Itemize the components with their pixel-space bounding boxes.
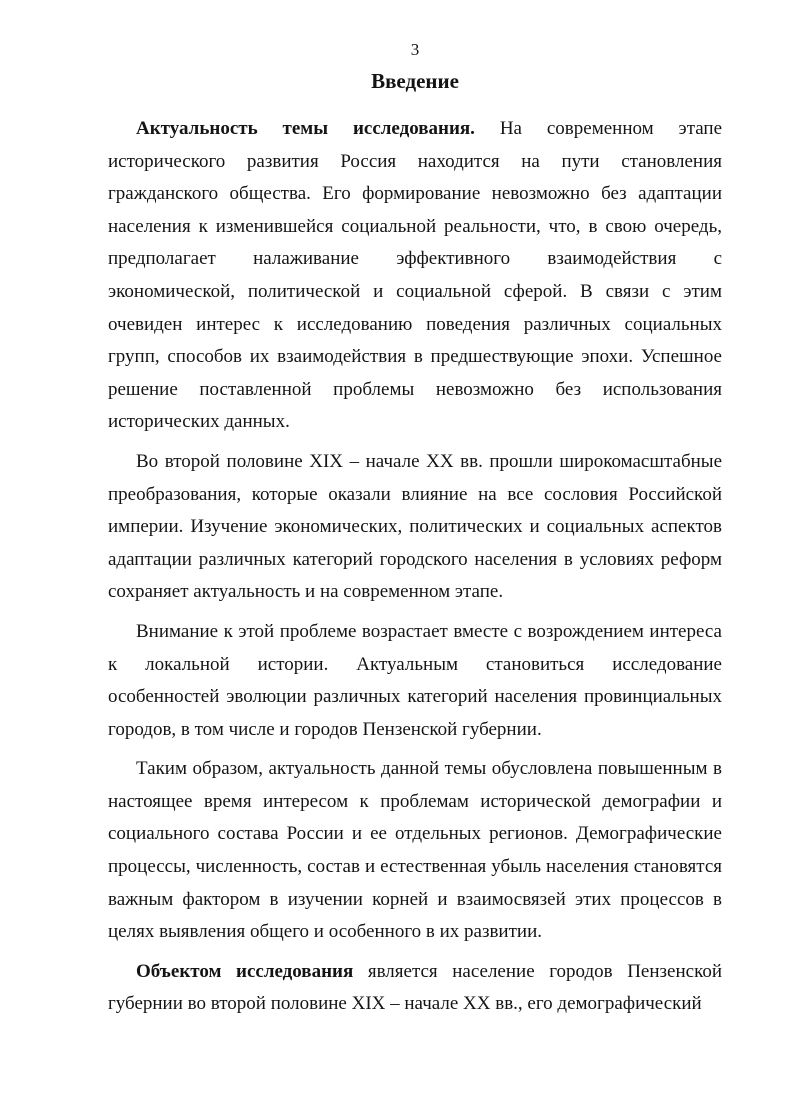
body-text — [108, 113, 722, 1021]
paragraph-reforms: Во второй половине XIX – начале XX вв. прошли широкомасштабные преобразования, которые оказали влияние на все сословия Российской империи. Изучение экономических, политических и социальных аспектов адаптации различных категорий городского населения в условиях реформ сохраняет актуальность и на современном этапе. — [108, 450, 722, 603]
paragraph-local-history: Внимание к этой проблеме возрастает вместе с возрождением интереса к локальной истории. Актуальным становиться исследование особенностей эволюции различных категорий населения провинциальных городов, в том числе и городов Пензенской губернии. — [108, 620, 722, 740]
relevance-lead: Актуальность темы исследования. — [136, 118, 475, 139]
relevance-text: На современном этапе исторического развития Россия находится на пути становления гражданского общества. Его формирование невозможно без адаптации населения к изменившейся социальной реальности, что, в свою очередь, предполагает налаживание эффективного взаимодействия с экономической, политической и социальной сферой. В связи с этим очевиден интерес к исследованию поведения различных социальных групп, способов их взаимодействия в предшествующие эпохи. Успешное решение поставленной проблемы невозможно без использования исторических данных. — [108, 118, 723, 433]
object-text: является население городов Пензенской губернии во второй половине XIX – начале XX вв., его демографический — [108, 960, 722, 1015]
paragraph-object — [108, 956, 722, 1021]
section-heading: Введение — [371, 69, 459, 93]
paragraph-relevance — [108, 113, 722, 439]
object-lead: Объектом исследования — [136, 960, 354, 982]
paragraph-conclusion: Таким образом, актуальность данной темы обусловлена повышенным в настоящее время интересом к проблемам исторической демографии и социального состава России и ее отдельных регионов. Демографические процессы, численность, состав и естественная убыль населения становятся важным фактором в изучении корней и взаимосвязей этих процессов в целях выявления общего и особенного в их развитии. — [108, 758, 722, 943]
page-number: 3 — [410, 40, 420, 59]
